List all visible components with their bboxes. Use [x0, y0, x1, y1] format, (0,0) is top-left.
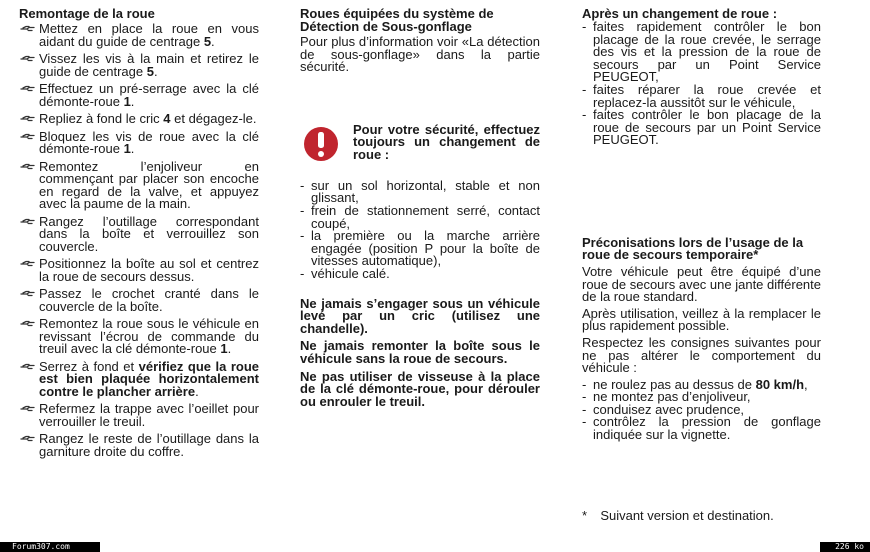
text: .: [195, 383, 199, 399]
exclamation-icon: [303, 126, 339, 162]
pointing-hand-icon: [20, 113, 36, 125]
pointing-hand-icon: [20, 361, 36, 373]
text: .: [130, 93, 135, 109]
underinflation-intro: Pour plus d’information voir «La détection de sous-gonflage» dans la partie sécurité.: [300, 34, 540, 75]
item-text: faites réparer la roue crevée et replacez-la aussitôt sur le véhicule,: [593, 81, 821, 110]
pointing-hand-icon: [20, 288, 36, 300]
section-heading-wheel-refit: Remontage de la roue: [19, 6, 155, 21]
item-text: frein de stationnement serré, contact coupé,: [311, 202, 540, 231]
refit-step: [19, 23, 259, 48]
dash-bullet: -: [300, 177, 305, 193]
bold-text: 5: [203, 33, 212, 49]
text: Rangez l’outillage correspondant dans la boîte et verrouillez son couvercle.: [39, 213, 259, 254]
after-change-list: [582, 21, 821, 147]
item-text: faites contrôler le bon placage de la roue de secours par un Point Service PEUGEOT.: [593, 107, 821, 148]
dash-bullet: -: [300, 265, 305, 281]
text: .: [227, 341, 232, 356]
text: Bloquez les vis de roue avec la clé démonte-roue: [39, 128, 259, 156]
pointing-hand-icon: [20, 161, 36, 173]
bold-text: 80 km/h: [755, 376, 805, 392]
column-underinflation: [300, 7, 540, 413]
column-after-change: [582, 6, 821, 523]
dash-bullet: -: [582, 401, 587, 417]
column-wheel-refit: [19, 7, 259, 463]
heading-line-1: Roues équipées du système de: [300, 6, 494, 21]
temporary-spare-paragraph: Votre véhicule peut être équipé d’une roue de secours avec une jante différente de la roue standard.: [582, 263, 821, 305]
item-text: sur un sol horizontal, stable et non glissant,: [311, 177, 540, 206]
pointing-hand-icon: [20, 433, 36, 445]
item-text: faites rapidement contrôler le bon placage de la roue crevée, le serrage des vis et la pression de la roue de secours par un Point Service PEUGEOT,: [593, 19, 821, 85]
pointing-hand-icon: [20, 131, 36, 143]
text: Remontez l’enjoliveur en commençant par placer son encoche en regard de la valve, et appuyez avec la paume de la main.: [39, 158, 259, 211]
condition-item: [300, 230, 540, 268]
refit-step: [19, 213, 259, 254]
pointing-hand-icon: [20, 23, 36, 35]
watermark-site: Forum307.com: [0, 542, 100, 552]
pointing-hand-icon: [20, 216, 36, 228]
text: Passez le crochet cranté dans le couvercle de la boîte.: [39, 286, 259, 314]
item-text: véhicule calé.: [311, 265, 390, 281]
refit-step: [19, 403, 259, 428]
safety-warning-text: Pour votre sécurité, effectuez toujours un changement de roue :: [353, 121, 540, 162]
section-heading-after-change: Après un changement de roue :: [582, 6, 778, 21]
footnote-text: Suivant version et destination.: [600, 508, 774, 523]
safety-warning: [300, 121, 540, 174]
bold-text: 1: [123, 141, 131, 156]
text: Effectuez un pré-serrage avec la clé démonte-roue: [39, 81, 259, 109]
after-change-item: [582, 109, 821, 147]
text: ne roulez pas au dessus de: [593, 376, 756, 392]
text: Positionnez la boîte au sol et centrez la roue de secours dessus.: [39, 256, 259, 284]
text: Repliez à fond le cric: [39, 111, 164, 126]
refit-step: [19, 433, 259, 458]
bold-warnings: [300, 295, 540, 409]
item-text: la première ou la marche arrière engagée (position P pour la boîte de vitesses automatique),: [311, 228, 540, 269]
footnote-mark: *: [582, 508, 588, 523]
condition-item: [300, 202, 540, 231]
text: .: [211, 33, 215, 49]
text: .: [153, 63, 158, 79]
heading-line-2: Détection de Sous-gonflage: [300, 19, 472, 34]
dash-bullet: -: [582, 107, 587, 123]
dash-bullet: -: [582, 19, 587, 34]
text: Serrez à fond et: [39, 358, 139, 374]
after-change-item: [582, 81, 821, 110]
pointing-hand-icon: [20, 318, 36, 330]
dash-bullet: -: [300, 228, 305, 244]
text: conduisez avec prudence,: [593, 401, 745, 417]
text: Refermez la trappe avec l’oeillet pour verrouiller le treuil.: [39, 401, 259, 429]
condition-item: [300, 177, 540, 206]
pointing-hand-icon: [20, 403, 36, 415]
bold-warning: Ne jamais s’engager sous un véhicule levé par un cric (utilisez une chandelle).: [300, 295, 540, 336]
text: ne montez pas d’enjoliveur,: [593, 389, 751, 405]
refit-step: [19, 318, 259, 356]
wheel-change-conditions-list: [300, 177, 540, 281]
bold-text: 4: [163, 111, 171, 126]
text: Mettez en place la roue en vous aidant du guide de centrage: [39, 21, 259, 49]
pointing-hand-icon: [20, 53, 36, 65]
dash-bullet: -: [582, 376, 587, 392]
text: et dégagez-le.: [170, 111, 257, 126]
refit-step: [19, 158, 259, 211]
section-heading-underinflation: [300, 7, 540, 33]
bold-warning: Ne jamais remonter la boîte sous le véhicule sans la roue de secours.: [300, 338, 540, 366]
bold-warning: Ne pas utiliser de visseuse à la place de la clé démonte-roue, pour dérouler ou enrouler le treuil.: [300, 368, 540, 409]
temporary-spare-paragraph: Respectez les consignes suivantes pour ne pas altérer le comportement du véhicule :: [582, 334, 821, 376]
text: Vissez les vis à la main et retirez le guide de centrage: [39, 51, 259, 79]
text: contrôlez la pression de gonflage indiquée sur la vignette.: [593, 414, 821, 443]
bold-text: 1: [220, 341, 228, 356]
condition-item: [300, 265, 540, 281]
temporary-spare-paragraphs: [582, 263, 821, 376]
refit-steps-list: [19, 23, 259, 458]
refit-step: [19, 113, 259, 126]
bold-text: 1: [123, 93, 131, 109]
text: .: [130, 141, 135, 156]
refit-step: [19, 53, 259, 78]
refit-step: [19, 128, 259, 156]
text: ,: [804, 376, 808, 392]
text: Rangez le reste de l’outillage dans la garniture droite du coffre.: [39, 431, 259, 459]
refit-step: [19, 358, 259, 399]
section-heading-temporary-spare: Préconisations lors de l’usage de la roue de secours temporaire*: [582, 234, 804, 263]
pointing-hand-icon: [20, 258, 36, 270]
bold-text: vérifiez que la roue est bien plaquée horizontalement contre le plancher arrière: [39, 358, 259, 399]
refit-step: [19, 258, 259, 283]
dash-bullet: -: [582, 81, 587, 97]
footnote: [582, 510, 822, 523]
dash-bullet: -: [300, 202, 305, 218]
temporary-spare-rule: [582, 416, 821, 441]
after-change-item: [582, 21, 821, 84]
dash-bullet: -: [582, 414, 587, 430]
pointing-hand-icon: [20, 83, 36, 95]
text: Remontez la roue sous le véhicule en revissant l’écrou de commande du treuil avec la clé démonte-roue: [39, 316, 259, 356]
file-size-label: 226 ko: [820, 542, 870, 552]
temporary-spare-rules-list: [582, 376, 821, 443]
refit-step: [19, 83, 259, 108]
dash-bullet: -: [582, 389, 587, 405]
bold-text: 5: [146, 63, 154, 79]
temporary-spare-paragraph: Après utilisation, veillez à la remplacer le plus rapidement possible.: [582, 305, 821, 334]
refit-step: [19, 288, 259, 313]
